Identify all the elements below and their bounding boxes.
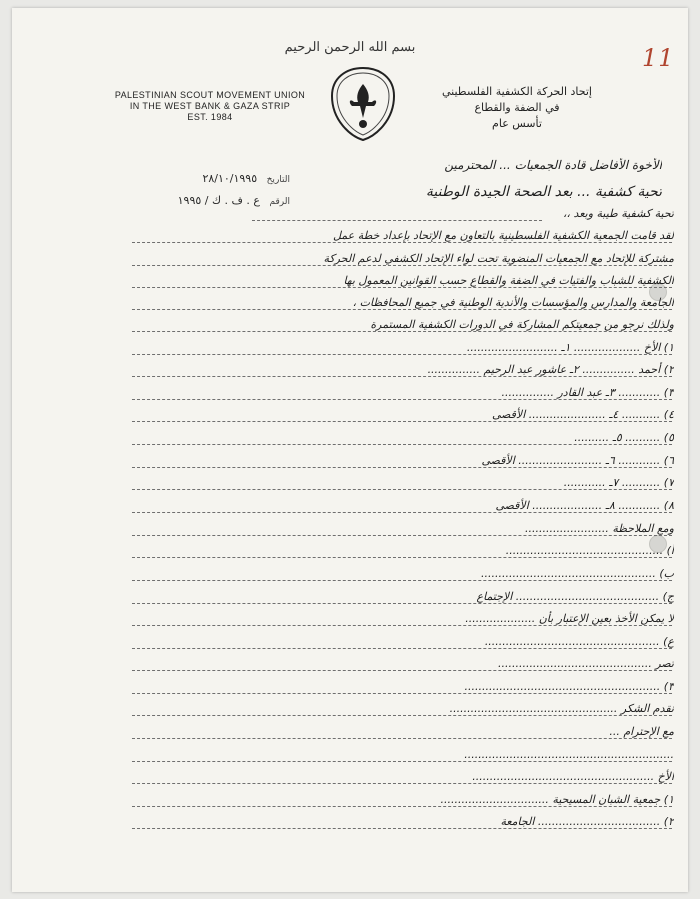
document-page bbox=[12, 8, 688, 892]
handwritten-line: ب) .................................................. bbox=[481, 567, 674, 580]
handwritten-line: ٣) ........................................................ bbox=[464, 680, 674, 693]
handwritten-line: ٣) ............ ٣ـ عبد القادر ............... bbox=[501, 386, 674, 399]
page-number: 11 bbox=[642, 44, 675, 72]
dotted-rule bbox=[132, 557, 672, 558]
dotted-rule bbox=[132, 738, 672, 739]
dotted-rule bbox=[132, 421, 672, 422]
handwritten-line: ٤) ........... ٤ـ ...................... الأقصى bbox=[491, 408, 674, 421]
dotted-rule bbox=[132, 444, 672, 445]
dotted-rule bbox=[132, 489, 672, 490]
dotted-rule bbox=[132, 331, 672, 332]
handwritten-line: ٢) أحمد ............... ٢ـ عاشور عبد الرحيم ............... bbox=[427, 363, 674, 376]
dotted-rule bbox=[132, 512, 672, 513]
dotted-rule bbox=[132, 783, 672, 784]
ref-label: الرقم bbox=[269, 197, 290, 207]
handwritten-line: نقدم الشكر ................................................ bbox=[449, 702, 674, 715]
dotted-rule bbox=[132, 693, 672, 694]
dotted-rule bbox=[132, 376, 672, 377]
handwritten-line: الكشفية للشباب والفتيات في الضفة والقطاع حسب القوانين المعمول بها bbox=[343, 274, 674, 287]
handwritten-line: مع الإحترام ... bbox=[609, 725, 674, 738]
dotted-rule bbox=[132, 354, 672, 355]
dotted-rule bbox=[132, 806, 672, 807]
handwritten-line: الأخ .................................................... bbox=[472, 770, 674, 783]
dotted-rule bbox=[132, 715, 672, 716]
dotted-rule bbox=[132, 309, 672, 310]
handwritten-line: ع) .................................................. bbox=[484, 635, 674, 648]
handwritten-line: ٦) ............ ٦ـ ........................ الأقصى bbox=[481, 454, 674, 467]
dotted-rule bbox=[132, 535, 672, 536]
dotted-rule bbox=[132, 828, 672, 829]
org-name-arabic bbox=[442, 84, 592, 132]
handwritten-line: ٢) ................................... الجامعة bbox=[500, 815, 674, 828]
org-en-line: EST. 1984 bbox=[187, 112, 233, 122]
handwritten-line: ١) الأخ ................... ١ـ .......................... bbox=[466, 341, 674, 354]
date-row bbox=[110, 172, 290, 194]
handwritten-line: ولذلك نرجو من جمعيتكم المشاركة في الدورات الكشفية المستمرة bbox=[370, 318, 674, 331]
dotted-rule bbox=[132, 761, 672, 762]
org-ar-line: في الضفة والقطاع bbox=[474, 101, 560, 114]
handwritten-line: مشتركة للإتحاد مع الجمعيات المنضوية تحت لواء الإتحاد الكشفي لدعم الحركة bbox=[323, 252, 674, 265]
dotted-rule bbox=[132, 265, 672, 266]
org-ar-line: إتحاد الحركة الكشفية الفلسطيني bbox=[441, 85, 592, 98]
dotted-rule bbox=[132, 648, 672, 649]
dotted-rule bbox=[132, 603, 672, 604]
handwritten-line: لا يمكن الأخذ بعين الإعتبار بأن .................... bbox=[465, 612, 674, 625]
handwritten-line: ٨) ............ ٨ـ .................... الأقصى bbox=[495, 499, 674, 512]
dotted-rule bbox=[252, 220, 542, 221]
handwritten-line: أ) ............................................. bbox=[505, 544, 674, 557]
dotted-rule bbox=[132, 287, 672, 288]
recipient-line: تحية كشفية ... بعد الصحة الجيدة الوطنية bbox=[425, 184, 662, 200]
ref-value: ع . ف . ك / ١٩٩٥ bbox=[177, 194, 260, 207]
date-value: ٢٨/١٠/١٩٩٥ bbox=[202, 172, 258, 185]
handwritten-line: ٥) .......... ٥ـ .......... bbox=[574, 431, 674, 444]
handwritten-line: لقد قامت الجمعية الكشفية الفلسطينية بالتعاون مع الإتحاد بإعداد خطة عمل bbox=[332, 229, 674, 242]
handwritten-line: الجامعة والمدارس والمؤسسات والأندية الوطنية في جميع المحافظات ، bbox=[352, 296, 674, 309]
handwritten-line: ٧) ........... ٧ـ ............ bbox=[563, 476, 674, 489]
dotted-rule bbox=[132, 242, 672, 243]
recipient-line: الأخوة الأفاضل قادة الجمعيات ... المحترمين bbox=[444, 158, 662, 172]
handwritten-line: تحية كشفية طيبة وبعد ،، bbox=[562, 207, 674, 220]
org-name-english bbox=[110, 90, 310, 123]
dotted-rule bbox=[132, 625, 672, 626]
scout-emblem-icon bbox=[328, 66, 398, 142]
org-en-line: PALESTINIAN SCOUT MOVEMENT UNION bbox=[114, 90, 306, 100]
handwritten-line: ١) جمعية الشبان المسيحية ............................... bbox=[440, 793, 674, 806]
handwritten-line: تصر ............................................ bbox=[497, 657, 674, 670]
basmala: بسم الله الرحمن الرحيم bbox=[284, 40, 416, 55]
dotted-rule bbox=[132, 580, 672, 581]
handwritten-line: ............................................................ bbox=[464, 748, 674, 761]
dotted-rule bbox=[132, 670, 672, 671]
org-en-line: IN THE WEST BANK & GAZA STRIP bbox=[129, 101, 291, 111]
org-ar-line: تأسس عام bbox=[492, 117, 542, 130]
handwritten-line: ج) ......................................... الإجتماع bbox=[476, 590, 674, 603]
date-label: التاريخ bbox=[266, 175, 290, 185]
dotted-rule bbox=[132, 467, 672, 468]
dotted-rule bbox=[132, 399, 672, 400]
handwritten-line: ومع الملاحظة ........................ bbox=[524, 522, 674, 535]
